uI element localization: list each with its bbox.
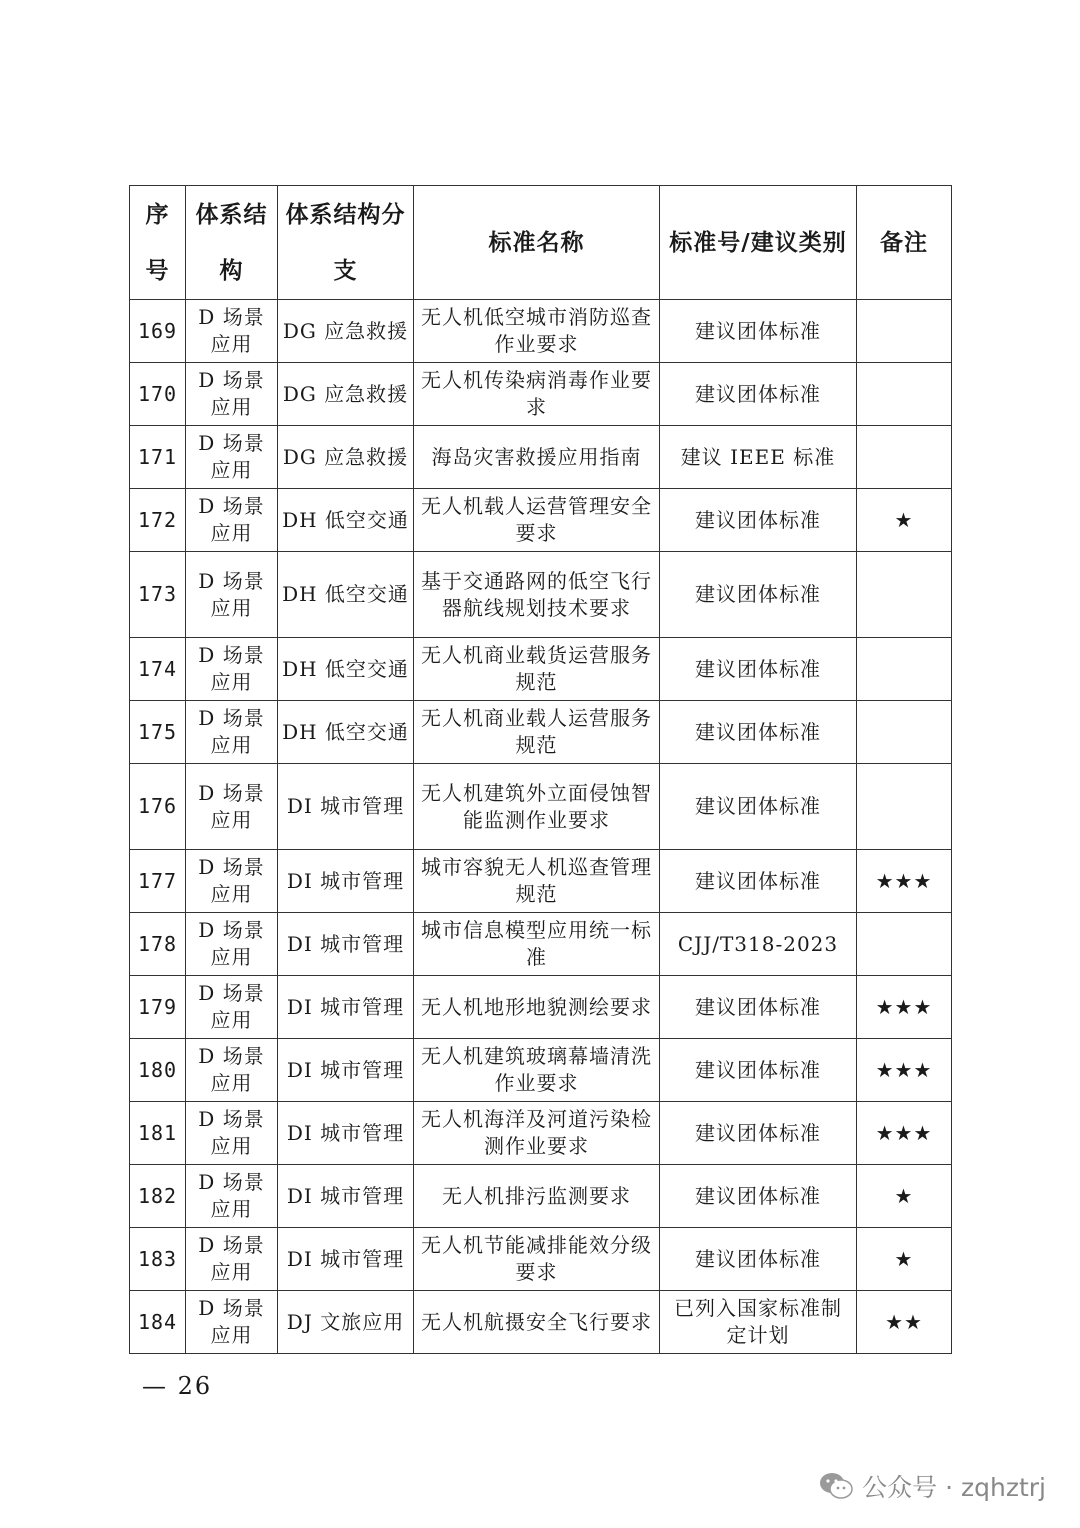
header-note: 备注 [857,186,952,300]
cell-code: 建议团体标准 [660,489,857,552]
cell-code: 建议团体标准 [660,1039,857,1102]
cell-seq: 180 [130,1039,186,1102]
cell-code: 建议团体标准 [660,764,857,850]
cell-struct: D 场景应用 [186,976,278,1039]
cell-note [857,300,952,363]
cell-seq: 179 [130,976,186,1039]
cell-name: 无人机节能减排能效分级要求 [414,1228,660,1291]
cell-name: 无人机建筑外立面侵蚀智能监测作业要求 [414,764,660,850]
cell-note: ★★★ [857,850,952,913]
cell-note: ★ [857,489,952,552]
cell-struct: D 场景应用 [186,1228,278,1291]
cell-code: 建议团体标准 [660,850,857,913]
watermark [818,1468,1046,1504]
cell-code: 已列入国家标准制定计划 [660,1291,857,1354]
cell-note [857,764,952,850]
cell-struct: D 场景应用 [186,764,278,850]
cell-branch: DI 城市管理 [278,764,414,850]
table-row [130,1228,952,1291]
cell-note: ★★ [857,1291,952,1354]
cell-seq: 173 [130,552,186,638]
cell-seq: 177 [130,850,186,913]
cell-branch: DG 应急救援 [278,363,414,426]
cell-code: 建议 IEEE 标准 [660,426,857,489]
cell-branch: DI 城市管理 [278,976,414,1039]
table-row [130,300,952,363]
cell-struct: D 场景应用 [186,701,278,764]
cell-name: 海岛灾害救援应用指南 [414,426,660,489]
cell-name: 无人机低空城市消防巡查作业要求 [414,300,660,363]
cell-struct: D 场景应用 [186,552,278,638]
table-header-row [130,186,952,300]
cell-branch: DI 城市管理 [278,850,414,913]
table-row [130,1291,952,1354]
cell-struct: D 场景应用 [186,1102,278,1165]
cell-seq: 175 [130,701,186,764]
cell-code: 建议团体标准 [660,638,857,701]
cell-seq: 184 [130,1291,186,1354]
cell-struct: D 场景应用 [186,1165,278,1228]
cell-branch: DG 应急救援 [278,426,414,489]
cell-note [857,701,952,764]
cell-branch: DH 低空交通 [278,552,414,638]
cell-code: 建议团体标准 [660,363,857,426]
cell-code: 建议团体标准 [660,1102,857,1165]
table-row [130,426,952,489]
cell-struct: D 场景应用 [186,363,278,426]
cell-note [857,913,952,976]
cell-struct: D 场景应用 [186,1039,278,1102]
header-name: 标准名称 [414,186,660,300]
wechat-icon [818,1471,854,1501]
cell-seq: 182 [130,1165,186,1228]
cell-seq: 178 [130,913,186,976]
header-seq: 序号 [130,186,186,300]
cell-branch: DJ 文旅应用 [278,1291,414,1354]
cell-name: 无人机航摄安全飞行要求 [414,1291,660,1354]
cell-seq: 171 [130,426,186,489]
cell-name: 城市信息模型应用统一标准 [414,913,660,976]
cell-struct: D 场景应用 [186,638,278,701]
cell-code: 建议团体标准 [660,1165,857,1228]
cell-seq: 176 [130,764,186,850]
table-row [130,913,952,976]
cell-struct: D 场景应用 [186,426,278,489]
cell-seq: 170 [130,363,186,426]
cell-branch: DH 低空交通 [278,489,414,552]
cell-seq: 169 [130,300,186,363]
cell-seq: 174 [130,638,186,701]
cell-name: 无人机地形地貌测绘要求 [414,976,660,1039]
cell-branch: DI 城市管理 [278,1102,414,1165]
cell-name: 无人机海洋及河道污染检测作业要求 [414,1102,660,1165]
cell-seq: 172 [130,489,186,552]
table-row [130,976,952,1039]
table-row [130,489,952,552]
cell-note [857,552,952,638]
cell-name: 无人机传染病消毒作业要求 [414,363,660,426]
cell-struct: D 场景应用 [186,850,278,913]
cell-branch: DI 城市管理 [278,1228,414,1291]
cell-code: 建议团体标准 [660,1228,857,1291]
cell-branch: DI 城市管理 [278,913,414,976]
standards-table [129,185,952,1354]
cell-name: 城市容貌无人机巡查管理规范 [414,850,660,913]
table-row [130,363,952,426]
cell-name: 无人机商业载人运营服务规范 [414,701,660,764]
table-row [130,701,952,764]
cell-note [857,363,952,426]
cell-note: ★ [857,1165,952,1228]
header-branch: 体系结构分支 [278,186,414,300]
header-struct: 体系结构 [186,186,278,300]
page-number: — 26 [142,1372,213,1400]
cell-branch: DH 低空交通 [278,701,414,764]
watermark-text: 公众号 · zqhztrj [862,1473,1046,1502]
cell-code: 建议团体标准 [660,300,857,363]
cell-seq: 181 [130,1102,186,1165]
table-row [130,638,952,701]
table-row [130,850,952,913]
table-row [130,1039,952,1102]
cell-struct: D 场景应用 [186,300,278,363]
cell-branch: DH 低空交通 [278,638,414,701]
header-code: 标准号/建议类别 [660,186,857,300]
cell-branch: DG 应急救援 [278,300,414,363]
cell-struct: D 场景应用 [186,489,278,552]
cell-note: ★★★ [857,1039,952,1102]
cell-code: CJJ/T318-2023 [660,913,857,976]
cell-note: ★★★ [857,1102,952,1165]
cell-name: 无人机建筑玻璃幕墙清洗作业要求 [414,1039,660,1102]
cell-note: ★ [857,1228,952,1291]
cell-name: 基于交通路网的低空飞行器航线规划技术要求 [414,552,660,638]
cell-code: 建议团体标准 [660,552,857,638]
table-body [130,300,952,1354]
cell-code: 建议团体标准 [660,701,857,764]
cell-seq: 183 [130,1228,186,1291]
table-row [130,1102,952,1165]
cell-struct: D 场景应用 [186,913,278,976]
cell-branch: DI 城市管理 [278,1039,414,1102]
cell-branch: DI 城市管理 [278,1165,414,1228]
cell-name: 无人机商业载货运营服务规范 [414,638,660,701]
cell-note: ★★★ [857,976,952,1039]
cell-note [857,426,952,489]
cell-struct: D 场景应用 [186,1291,278,1354]
cell-name: 无人机排污监测要求 [414,1165,660,1228]
table-row [130,1165,952,1228]
cell-name: 无人机载人运营管理安全要求 [414,489,660,552]
cell-code: 建议团体标准 [660,976,857,1039]
table-row [130,552,952,638]
table-row [130,764,952,850]
cell-note [857,638,952,701]
